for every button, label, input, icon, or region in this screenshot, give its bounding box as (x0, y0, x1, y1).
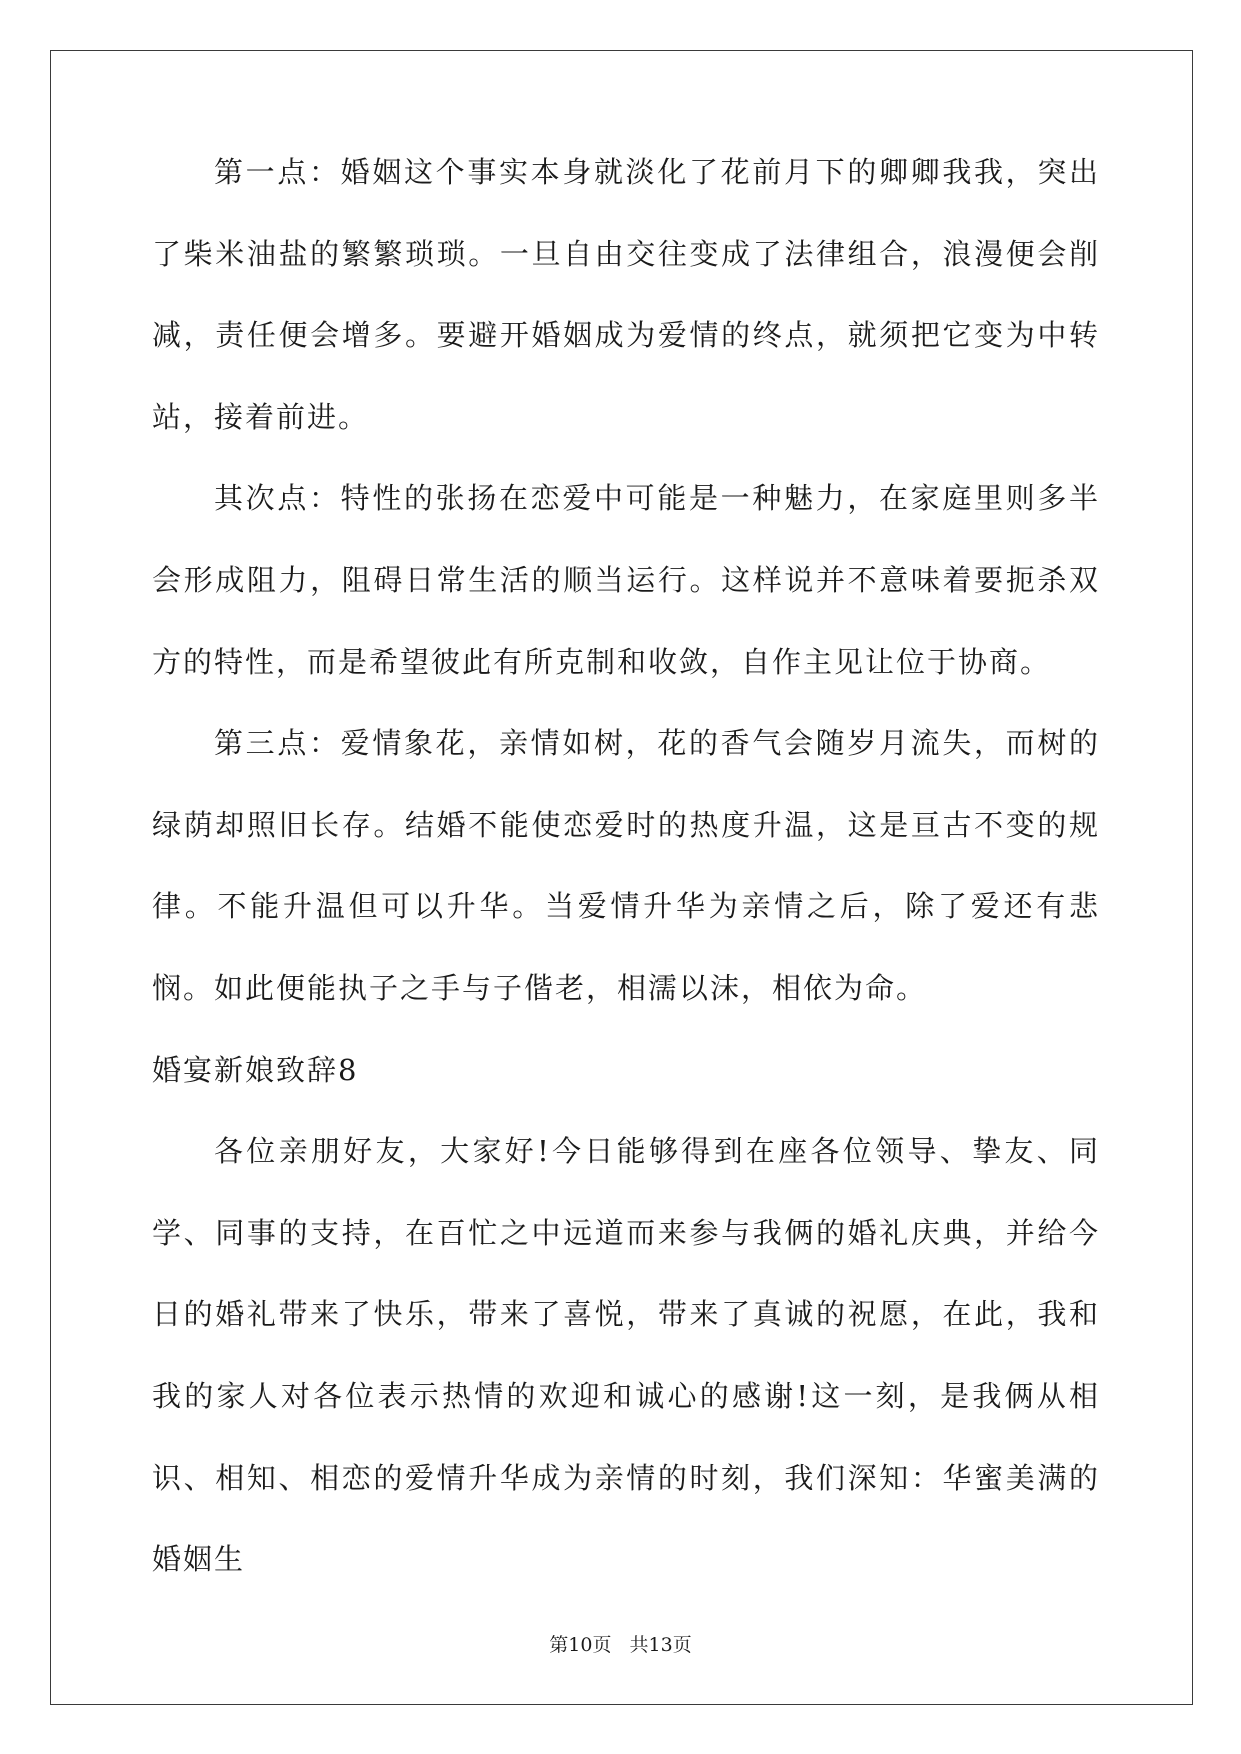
total-pages: 共13页 (629, 1634, 692, 1656)
paragraph-third-point: 第三点：爱情象花，亲情如树，花的香气会随岁月流失，而树的绿荫却照旧长存。结婚不能使恋爱时的热度升温，这是亘古不变的规律。不能升温但可以升华。当爱情升华为亲情之后，除了爱还有悲悯。如此便能执子之手与子偕老，相濡以沫，相依为命。 (152, 726, 1100, 1005)
paragraph-first-point: 第一点：婚姻这个事实本身就淡化了花前月下的卿卿我我，突出了柴米油盐的繁繁琐琐。一旦自由交往变成了法律组合，浪漫便会削减，责任便会增多。要避开婚姻成为爱情的终点，就须把它变为中转站，接着前进。 (152, 155, 1100, 434)
page-footer (0, 1630, 1241, 1657)
current-page-number: 第10页 (549, 1634, 612, 1656)
paragraph-second-point: 其次点：特性的张扬在恋爱中可能是一种魅力，在家庭里则多半会形成阻力，阻碍日常生活的顺当运行。这样说并不意味着要扼杀双方的特性，而是希望彼此有所克制和收敛，自作主见让位于协商。 (152, 481, 1100, 679)
section-heading: 婚宴新娘致辞8 (152, 1052, 359, 1087)
paragraph-bride-speech: 各位亲朋好友，大家好!今日能够得到在座各位领导、挚友、同学、同事的支持，在百忙之中远道而来参与我俩的婚礼庆典，并给今日的婚礼带来了快乐，带来了喜悦，带来了真诚的祝愿，在此，我和我的家人对各位表示热情的欢迎和诚心的感谢!这一刻，是我俩从相识、相知、相恋的爱情升华成为亲情的时刻，我们深知：华蜜美满的婚姻生 (152, 1134, 1100, 1577)
document-body (152, 132, 1100, 1601)
